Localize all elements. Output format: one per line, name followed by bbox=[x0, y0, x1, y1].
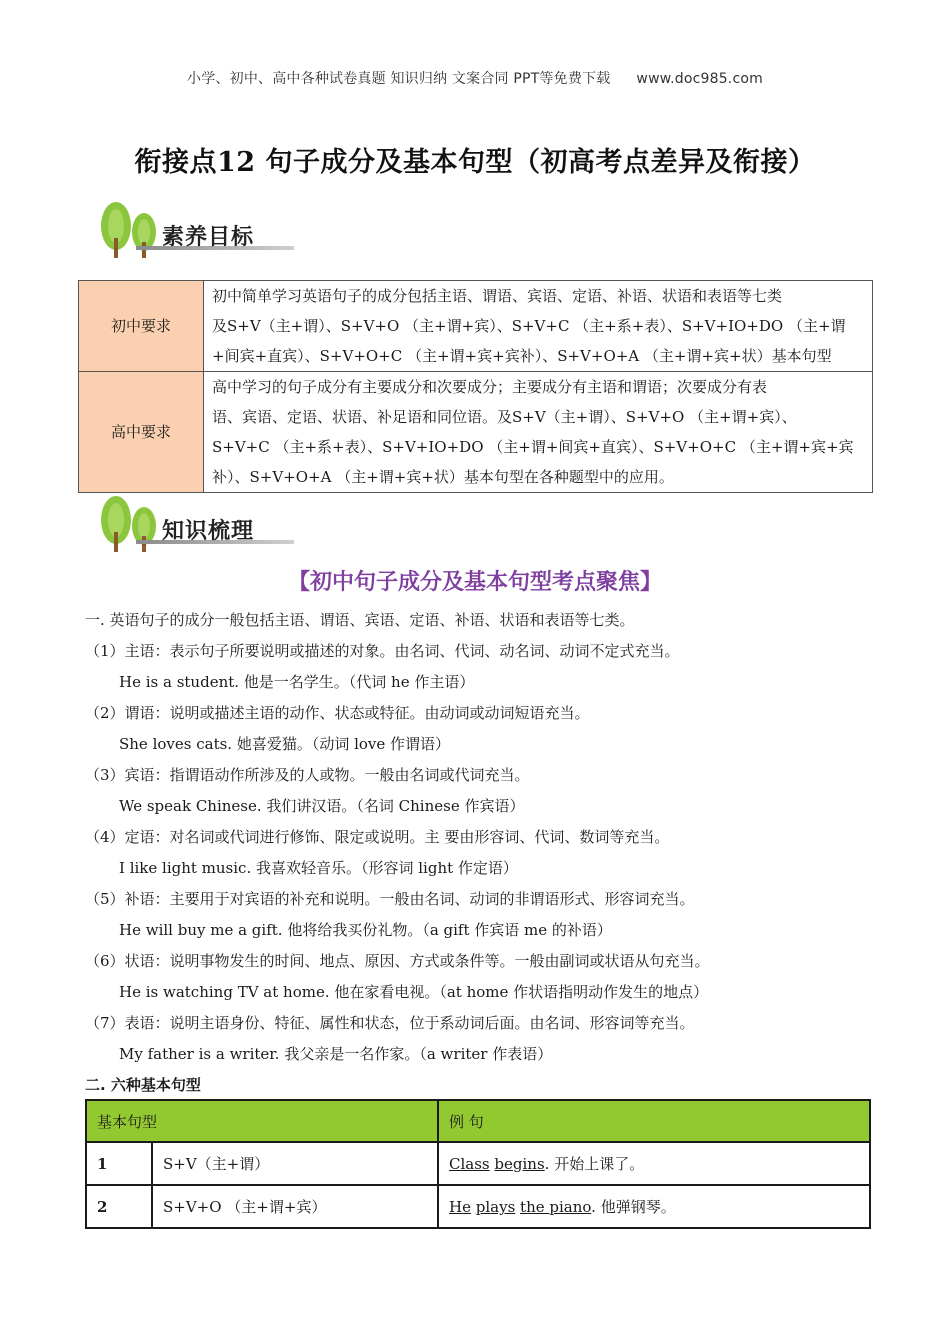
tree-icon bbox=[96, 494, 166, 556]
example-line: She loves cats. 她喜爱猫。（动词 love 作谓语） bbox=[119, 735, 451, 753]
example-line: He is watching TV at home. 他在家看电视。（at home 作状语指明动作发生的地点） bbox=[119, 983, 709, 1001]
definition-line: （2）谓语：说明或描述主语的动作、状态或特征。由动词或动词短语充当。 bbox=[85, 704, 590, 722]
section-header-knowledge bbox=[96, 494, 296, 556]
knowledge-header-label: 知识梳理 bbox=[162, 519, 255, 544]
header-example: 例 句 bbox=[438, 1100, 870, 1142]
subject-word: He bbox=[449, 1198, 471, 1216]
section-two-heading: 二. 六种基本句型 bbox=[85, 1076, 201, 1094]
row-pattern: S+V（主+谓） bbox=[152, 1142, 438, 1185]
goal-label: 初中要求 bbox=[79, 281, 204, 372]
definition-line: （5）补语：主要用于对宾语的补充和说明。一般由名词、动词的非谓语形式、形容词充当。 bbox=[85, 890, 695, 908]
goals-header-label: 素养目标 bbox=[162, 225, 255, 250]
goal-text bbox=[204, 281, 873, 372]
definition-line: （3）宾语：指谓语动作所涉及的人或物。一般由名词或代词充当。 bbox=[85, 766, 530, 784]
translation: . 开始上课了。 bbox=[544, 1155, 645, 1173]
row-pattern: S+V+O （主+谓+宾） bbox=[152, 1185, 438, 1228]
goal-line: 及S+V（主+谓）、S+V+O （主+谓+宾）、S+V+C （主+系+表）、S+V+IO+DO （主+谓 bbox=[212, 317, 846, 335]
translation: . 他弹钢琴。 bbox=[591, 1198, 676, 1216]
intro-line: 一. 英语句子的成分一般包括主语、谓语、宾语、定语、补语、状语和表语等七类。 bbox=[85, 611, 635, 629]
row-number: 1 bbox=[86, 1142, 152, 1185]
example-line: He is a student. 他是一名学生。（代词 he 作主语） bbox=[119, 673, 475, 691]
goal-line: 补）、S+V+O+A （主+谓+宾+状）基本句型在各种题型中的应用。 bbox=[212, 468, 674, 486]
verb-word: begins bbox=[494, 1155, 545, 1173]
example-line: We speak Chinese. 我们讲汉语。（名词 Chinese 作宾语） bbox=[119, 797, 525, 815]
example-line: My father is a writer. 我父亲是一名作家。（a writer 作表语） bbox=[119, 1045, 553, 1063]
goal-line: 高中学习的句子成分有主要成分和次要成分；主要成分有主语和谓语；次要成分有表 bbox=[212, 378, 768, 396]
goal-text bbox=[204, 372, 873, 493]
document-title: 衔接点12 句子成分及基本句型（初高考点差异及衔接） bbox=[134, 147, 816, 178]
table-row bbox=[86, 1185, 870, 1228]
row-example bbox=[438, 1185, 870, 1228]
row-example bbox=[438, 1142, 870, 1185]
banner-text: 小学、初中、高中各种试卷真题 知识归纳 文案合同 PPT等免费下载 bbox=[187, 71, 611, 87]
goal-line: 初中简单学习英语句子的成分包括主语、谓语、宾语、定语、补语、状语和表语等七类 bbox=[212, 287, 783, 305]
body-text bbox=[85, 605, 875, 1101]
definition-line: （1）主语：表示句子所要说明或描述的对象。由名词、代词、动名词、动词不定式充当。 bbox=[85, 642, 680, 660]
subject-word: Class bbox=[449, 1155, 490, 1173]
table-header-row bbox=[86, 1100, 870, 1142]
focus-title: 【初中句子成分及基本句型考点聚焦】 bbox=[287, 570, 662, 595]
definition-line: （6）状语：说明事物发生的时间、地点、原因、方式或条件等。一般由副词或状语从句充当。 bbox=[85, 952, 710, 970]
page-banner bbox=[0, 68, 950, 88]
verb-word: plays bbox=[475, 1198, 516, 1216]
goal-row bbox=[79, 372, 873, 493]
definition-line: （7）表语：说明主语身份、特征、属性和状态，位于系动词后面。由名词、形容词等充当。 bbox=[85, 1014, 695, 1032]
example-line: I like light music. 我喜欢轻音乐。（形容词 light 作定语） bbox=[119, 859, 518, 877]
row-number: 2 bbox=[86, 1185, 152, 1228]
goal-line: 语、宾语、定语、状语、补足语和同位语。及S+V（主+谓）、S+V+O （主+谓+宾）、 bbox=[212, 408, 797, 426]
goal-label: 高中要求 bbox=[79, 372, 204, 493]
table-row bbox=[86, 1142, 870, 1185]
header-pattern: 基本句型 bbox=[86, 1100, 438, 1142]
goal-row bbox=[79, 281, 873, 372]
goals-table bbox=[78, 280, 873, 493]
definition-line: （4）定语：对名词或代词进行修饰、限定或说明。主 要由形容词、代词、数词等充当。 bbox=[85, 828, 670, 846]
section-header-goals bbox=[96, 200, 296, 262]
tree-icon bbox=[96, 200, 166, 262]
goal-line: S+V+C （主+系+表）、S+V+IO+DO （主+谓+间宾+直宾）、S+V+O+C （主+谓+宾+宾 bbox=[212, 438, 854, 456]
goal-line: +间宾+直宾）、S+V+O+C （主+谓+宾+宾补）、S+V+O+A （主+谓+宾+状）基本句型 bbox=[212, 347, 832, 365]
object-word: the piano bbox=[520, 1198, 592, 1216]
sentence-patterns-table bbox=[85, 1099, 871, 1229]
example-line: He will buy me a gift. 他将给我买份礼物。（a gift 作宾语 me 的补语） bbox=[119, 921, 612, 939]
banner-site: www.doc985.com bbox=[636, 71, 763, 87]
